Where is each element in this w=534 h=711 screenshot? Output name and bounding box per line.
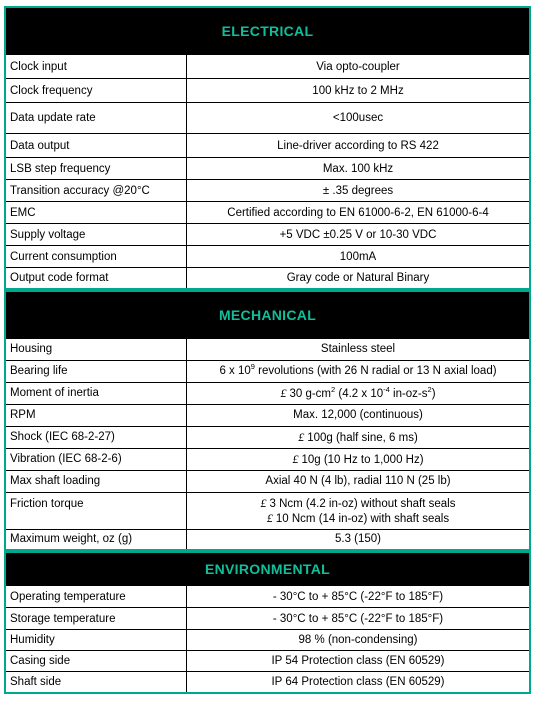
row-label: Maximum weight, oz (g) <box>5 529 187 550</box>
table-row <box>5 529 530 550</box>
table-row <box>5 268 530 289</box>
row-value <box>187 360 531 382</box>
table-row <box>5 134 530 158</box>
table-row <box>5 246 530 268</box>
table-row <box>5 630 530 651</box>
symbol-glyph: £ <box>292 451 299 466</box>
row-value <box>187 382 531 404</box>
row-label: Storage temperature <box>5 608 187 630</box>
table-row <box>5 470 530 492</box>
section-header-mechanical <box>4 290 531 338</box>
row-label: Shaft side <box>5 672 187 693</box>
superscript: -4 <box>383 384 390 394</box>
electrical-table <box>4 54 531 290</box>
row-value: IP 54 Protection class (EN 60529) <box>187 651 531 672</box>
table-row <box>5 586 530 608</box>
row-label: Shock (IEC 68-2-27) <box>5 426 187 448</box>
row-value: ± .35 degrees <box>187 180 531 202</box>
row-value <box>187 426 531 448</box>
row-value: 100mA <box>187 246 531 268</box>
table-row <box>5 426 530 448</box>
table-row <box>5 360 530 382</box>
row-value: Certified according to EN 61000-6-2, EN 61000-6-4 <box>187 202 531 224</box>
row-label: Clock input <box>5 55 187 79</box>
row-label: LSB step frequency <box>5 158 187 180</box>
value-part: 3 Ncm (4.2 in-oz) without shaft seals <box>269 497 456 510</box>
row-value: - 30°C to + 85°C (-22°F to 185°F) <box>187 608 531 630</box>
row-value: Max. 100 kHz <box>187 158 531 180</box>
section-header-environmental <box>4 551 531 585</box>
row-value <box>187 448 531 470</box>
row-label: Data output <box>5 134 187 158</box>
environmental-table <box>4 585 531 694</box>
row-label: Supply voltage <box>5 224 187 246</box>
symbol-glyph: £ <box>260 495 267 510</box>
value-part: 100g (half sine, 6 ms) <box>307 431 418 444</box>
row-label: Bearing life <box>5 360 187 382</box>
spec-sheet <box>4 6 531 694</box>
row-label: Output code format <box>5 268 187 289</box>
row-value: IP 64 Protection class (EN 60529) <box>187 672 531 693</box>
section-title: ENVIRONMENTAL <box>205 561 330 577</box>
row-value: Max. 12,000 (continuous) <box>187 404 531 426</box>
row-label: EMC <box>5 202 187 224</box>
superscript: 2 <box>427 384 432 394</box>
row-label: Transition accuracy @20°C <box>5 180 187 202</box>
row-value: +5 VDC ±0.25 V or 10-30 VDC <box>187 224 531 246</box>
superscript: 9 <box>250 362 255 372</box>
table-row <box>5 404 530 426</box>
row-label: Friction torque <box>5 492 187 529</box>
row-label: Housing <box>5 338 187 360</box>
row-value: Axial 40 N (4 lb), radial 110 N (25 lb) <box>187 470 531 492</box>
value-part: revolutions (with 26 N radial or 13 N axial load) <box>254 365 497 377</box>
symbol-glyph: £ <box>298 429 305 444</box>
superscript: 2 <box>331 384 336 394</box>
table-row <box>5 448 530 470</box>
row-label: Clock frequency <box>5 79 187 103</box>
value-part: in-oz-s <box>389 387 428 400</box>
table-row <box>5 608 530 630</box>
row-value: <100usec <box>187 103 531 134</box>
row-value: Gray code or Natural Binary <box>187 268 531 289</box>
section-title: MECHANICAL <box>218 306 317 323</box>
table-row <box>5 103 530 134</box>
row-value: Stainless steel <box>187 338 531 360</box>
row-label: Max shaft loading <box>5 470 187 492</box>
table-row <box>5 202 530 224</box>
table-row <box>5 338 530 360</box>
row-label: Operating temperature <box>5 586 187 608</box>
row-label: Humidity <box>5 630 187 651</box>
value-part: (4.2 x 10 <box>335 387 384 400</box>
row-value: 5.3 (150) <box>187 529 531 550</box>
row-value: - 30°C to + 85°C (-22°F to 185°F) <box>187 586 531 608</box>
section-title: ELECTRICAL <box>221 23 314 39</box>
row-value: Via opto-coupler <box>187 55 531 79</box>
section-header-electrical <box>4 6 531 54</box>
value-part: 10 Ncm (14 in-oz) with shaft seals <box>275 512 450 525</box>
table-row <box>5 224 530 246</box>
table-row <box>5 672 530 693</box>
table-row <box>5 158 530 180</box>
table-row <box>5 382 530 404</box>
value-part: ) <box>431 387 436 400</box>
row-label: RPM <box>5 404 187 426</box>
row-label: Current consumption <box>5 246 187 268</box>
table-row <box>5 55 530 79</box>
value-line <box>191 496 525 511</box>
value-part: 30 g-cm <box>289 387 332 400</box>
mechanical-table <box>4 338 531 552</box>
value-part: 6 x 10 <box>219 365 251 377</box>
table-row <box>5 492 530 529</box>
row-label: Casing side <box>5 651 187 672</box>
row-label: Vibration (IEC 68-2-6) <box>5 448 187 470</box>
row-value <box>187 492 531 529</box>
value-line <box>191 511 525 526</box>
table-row <box>5 651 530 672</box>
row-label: Data update rate <box>5 103 187 134</box>
row-value: Line-driver according to RS 422 <box>187 134 531 158</box>
row-value: 100 kHz to 2 MHz <box>187 79 531 103</box>
symbol-glyph: £ <box>280 385 287 400</box>
table-row <box>5 79 530 103</box>
symbol-glyph: £ <box>266 510 273 525</box>
row-label: Moment of inertia <box>5 382 187 404</box>
table-row <box>5 180 530 202</box>
row-value: 98 % (non-condensing) <box>187 630 531 651</box>
value-part: 10g (10 Hz to 1,000 Hz) <box>301 453 424 466</box>
